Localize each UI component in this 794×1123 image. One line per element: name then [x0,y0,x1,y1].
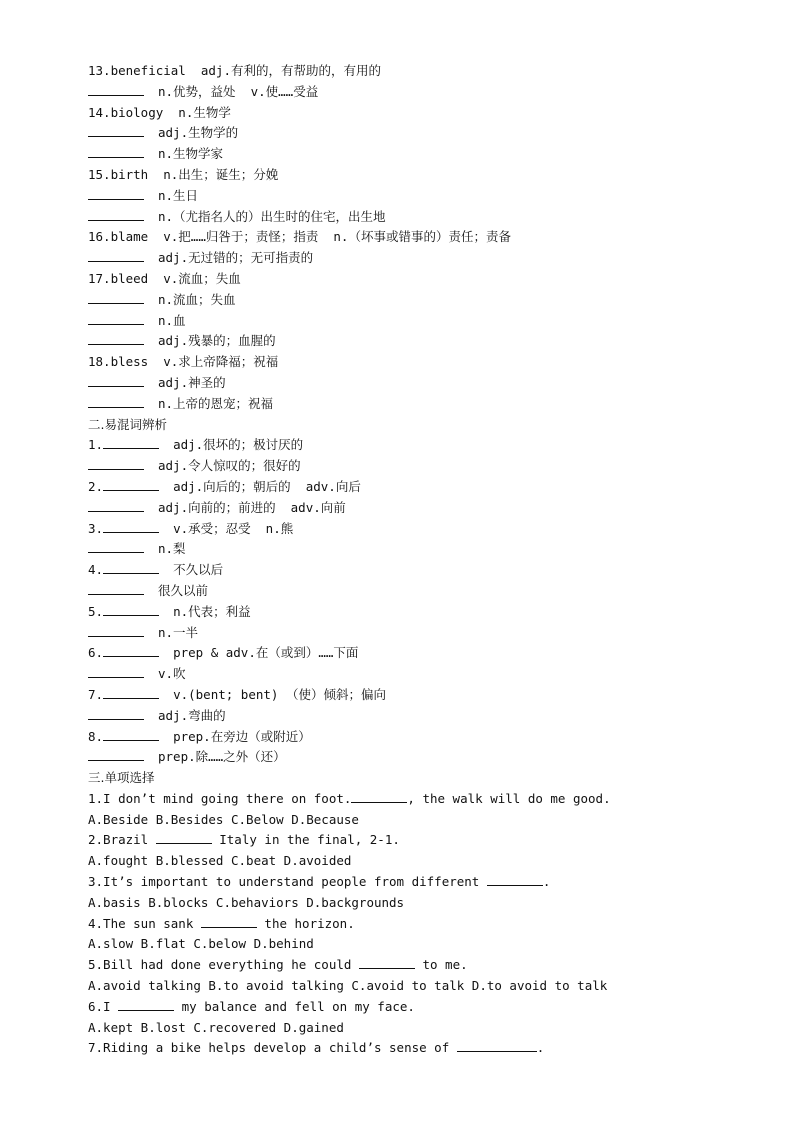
question-options: A.avoid talking B.to avoid talking C.avoid to talk D.to avoid to talk [88,978,608,994]
answer-blank[interactable] [88,748,144,761]
question-stem: 1.I don’t mind going there on foot. , the walk will do me good. [88,790,611,806]
answer-blank[interactable] [156,831,212,844]
vocab-line: 15.birth n.出生；诞生；分娩 [88,166,279,182]
section-title: 三.单项选择 [88,770,155,786]
question-options: A.slow B.flat C.below D.behind [88,936,314,952]
question-stem: 5.Bill had done everything he could to me. [88,957,468,973]
question-options: A.fought B.blessed C.beat D.avoided [88,853,352,869]
confusing-item-b: n.一半 [88,623,768,644]
vocab-line: 17.bleed v.流血；失血 [88,270,241,286]
confusing-item-a: 2. adj.向后的；朝后的 adv.向后 [88,478,361,494]
vocab-line: n.生物学家 [88,144,768,165]
answer-blank[interactable] [118,998,174,1011]
answer-blank[interactable] [359,956,415,969]
question-stem: 3.It’s important to understand people from different . [88,874,551,890]
answer-blank[interactable] [88,624,144,637]
vocab-line: n.上帝的恩宠；祝福 [88,394,768,415]
answer-blank[interactable] [88,457,144,470]
confusing-item-a: 3. v.承受；忍受 n.熊 [88,520,294,536]
answer-blank[interactable] [88,540,144,553]
question-stem: 2.Brazil Italy in the final, 2-1. [88,832,400,848]
vocab-line: 16.blame v.把……归咎于；责怪；指责 n.（坏事或错事的）责任；责备 [88,229,511,245]
question-options: A.basis B.blocks C.behaviors D.backgrounds [88,894,405,910]
vocab-line: adj.残暴的；血腥的 [88,331,768,352]
answer-blank[interactable] [88,145,144,158]
confusing-item-a: 5. n.代表；利益 [88,603,251,619]
answer-blank[interactable] [88,374,144,387]
vocab-line: 18.bless v.求上帝降福；祝福 [88,354,279,370]
answer-blank[interactable] [103,436,159,449]
confusing-item-b: v.吹 [88,664,768,685]
confusing-item-b: n.梨 [88,539,768,560]
answer-blank[interactable] [88,582,144,595]
confusing-item-b: adj.令人惊叹的；很好的 [88,456,768,477]
answer-blank[interactable] [103,520,159,533]
vocab-line: n.优势，益处 v.使……受益 [88,82,768,103]
confusing-item-b: prep.除……之外（还） [88,747,768,768]
vocab-line: 14.biology n.生物学 [88,104,231,120]
answer-blank[interactable] [88,124,144,137]
answer-blank[interactable] [103,603,159,616]
question-stem: 6.I my balance and fell on my face. [88,998,415,1014]
answer-blank[interactable] [103,478,159,491]
vocab-line: n.（尤指名人的）出生时的住宅，出生地 [88,207,768,228]
answer-blank[interactable] [88,208,144,221]
answer-blank[interactable] [88,312,144,325]
confusing-item-a: 7. v.(bent; bent) （使）倾斜；偏向 [88,686,386,702]
worksheet-page [88,61,768,1059]
answer-blank[interactable] [103,644,159,657]
vocab-line: adj.无过错的；无可指责的 [88,248,768,269]
confusing-item-a: 4. 不久以后 [88,562,224,578]
answer-blank[interactable] [88,291,144,304]
answer-blank[interactable] [88,83,144,96]
vocab-line: n.血 [88,311,768,332]
answer-blank[interactable] [103,728,159,741]
confusing-item-b: adj.弯曲的 [88,706,768,727]
confusing-words-section [88,415,768,769]
answer-blank[interactable] [103,686,159,699]
answer-blank[interactable] [88,395,144,408]
vocab-line: 13.beneficial adj.有利的，有帮助的，有用的 [88,63,381,78]
section-title: 二.易混词辨析 [88,416,167,432]
question-stem: 7.Riding a bike helps develop a child’s sense of . [88,1040,545,1056]
answer-blank[interactable] [88,249,144,262]
question-options: A.Beside B.Besides C.Below D.Because [88,811,359,827]
vocab-line: n.生日 [88,186,768,207]
answer-blank[interactable] [351,790,407,803]
answer-blank[interactable] [88,665,144,678]
answer-blank[interactable] [457,1039,537,1052]
answer-blank[interactable] [88,187,144,200]
confusing-item-b: adj.向前的；前进的 adv.向前 [88,498,768,519]
answer-blank[interactable] [201,915,257,928]
confusing-item-b: 很久以前 [88,581,768,602]
confusing-item-a: 1. adj.很坏的；极讨厌的 [88,437,304,453]
question-options: A.kept B.lost C.recovered D.gained [88,1019,344,1035]
answer-blank[interactable] [103,561,159,574]
answer-blank[interactable] [88,499,144,512]
vocab-line: adj.生物学的 [88,123,768,144]
answer-blank[interactable] [487,873,543,886]
answer-blank[interactable] [88,332,144,345]
question-stem: 4.The sun sank the horizon. [88,915,355,931]
vocab-line: adj.神圣的 [88,373,768,394]
confusing-item-a: 8. prep.在旁边（或附近） [88,728,311,744]
vocab-section [88,61,768,415]
vocab-line: n.流血；失血 [88,290,768,311]
confusing-item-a: 6. prep & adv.在（或到）……下面 [88,645,359,661]
answer-blank[interactable] [88,707,144,720]
multiple-choice-section [88,768,768,1059]
